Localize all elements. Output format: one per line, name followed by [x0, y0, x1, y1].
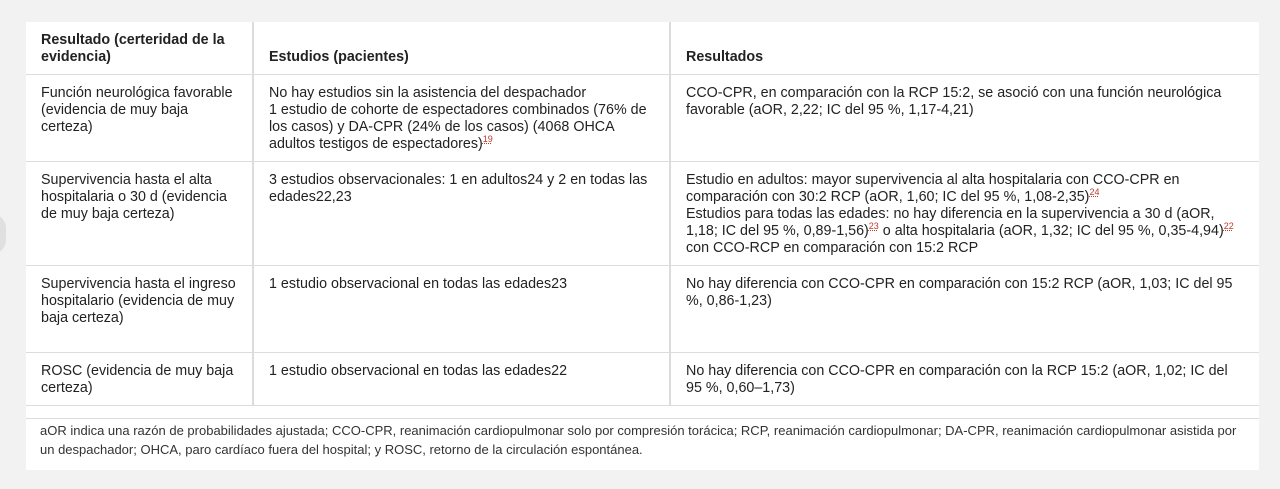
reference-link[interactable]: 22	[1223, 221, 1234, 232]
cell-results: CCO-CPR, en comparación con la RCP 15:2, se asoció con una función neurológica favorable (aOR, 2,22; IC del 95 %, 1,17-4,21)	[670, 75, 1259, 162]
header-results: Resultados	[670, 22, 1259, 75]
studies-line: No hay estudios sin la asistencia del despachador	[269, 85, 587, 101]
cell-outcome: Supervivencia hasta el ingreso hospitalario (evidencia de muy baja certeza)	[26, 266, 253, 353]
results-line: Estudio en adultos: mayor supervivencia al alta hospitalaria con CCO-CPR en comparación con 30:2 RCP (aOR, 1,60; IC del 95 %, 1,08-2,35)$^{24}$	[686, 172, 1180, 205]
table-header-row	[26, 22, 1259, 75]
results-line: con CCO-RCP en comparación con 15:2 RCP	[686, 240, 979, 256]
header-outcome: Resultado (certeridad de la evidencia)	[26, 22, 253, 75]
reference-link[interactable]: 24	[1089, 187, 1100, 198]
reference-link[interactable]: 19	[482, 134, 493, 145]
cell-studies: 1 estudio observacional en todas las edades22	[253, 353, 670, 406]
table-footnote: aOR indica una razón de probabilidades ajustada; CCO-CPR, reanimación cardiopulmonar solo por compresión torácica; RCP, reanimación cardiopulmonar; DA-CPR, reanimación cardiopulmonar asistida por un despachador; OHCA, paro cardíaco fuera del hospital; y ROSC, retorno de la circulación espontánea.	[26, 418, 1259, 459]
cell-studies: 1 estudio observacional en todas las edades23	[253, 266, 670, 353]
results-line: o alta hospitalaria (aOR, 1,32; IC del 95 %, 0,35-4,94)	[878, 223, 1224, 239]
table-row	[26, 266, 1259, 353]
cell-studies	[253, 75, 670, 162]
cell-results: No hay diferencia con CCO-CPR en comparación con 15:2 RCP (aOR, 1,03; IC del 95 %, 0,86-1,23)	[670, 266, 1259, 353]
header-studies: Estudios (pacientes)	[253, 22, 670, 75]
cell-studies: 3 estudios observacionales: 1 en adultos24 y 2 en todas las edades22,23	[253, 162, 670, 266]
table-row	[26, 162, 1259, 266]
evidence-table	[26, 22, 1259, 406]
evidence-table-card	[26, 22, 1259, 470]
studies-line: 1 estudio de cohorte de espectadores combinados (76% de los casos) y DA-CPR (24% de los casos) (4068 OHCA adultos testigos de espectadores)	[269, 102, 647, 152]
cell-results	[670, 162, 1259, 266]
table-row	[26, 353, 1259, 406]
side-scroll-tab[interactable]	[0, 214, 6, 254]
reference-link[interactable]: 23	[868, 221, 879, 232]
table-row	[26, 75, 1259, 162]
cell-outcome: Función neurológica favorable (evidencia de muy baja certeza)	[26, 75, 253, 162]
results-line: Estudios para todas las edades: no hay diferencia en la supervivencia a 30 d (aOR, 1,18; IC del 95 %, 0,89-1,56)	[686, 206, 1215, 239]
cell-outcome: Supervivencia hasta el alta hospitalaria o 30 d (evidencia de muy baja certeza)	[26, 162, 253, 266]
cell-results: No hay diferencia con CCO-CPR en comparación con la RCP 15:2 (aOR, 1,02; IC del 95 %, 0,60–1,73)	[670, 353, 1259, 406]
cell-outcome: ROSC (evidencia de muy baja certeza)	[26, 353, 253, 406]
